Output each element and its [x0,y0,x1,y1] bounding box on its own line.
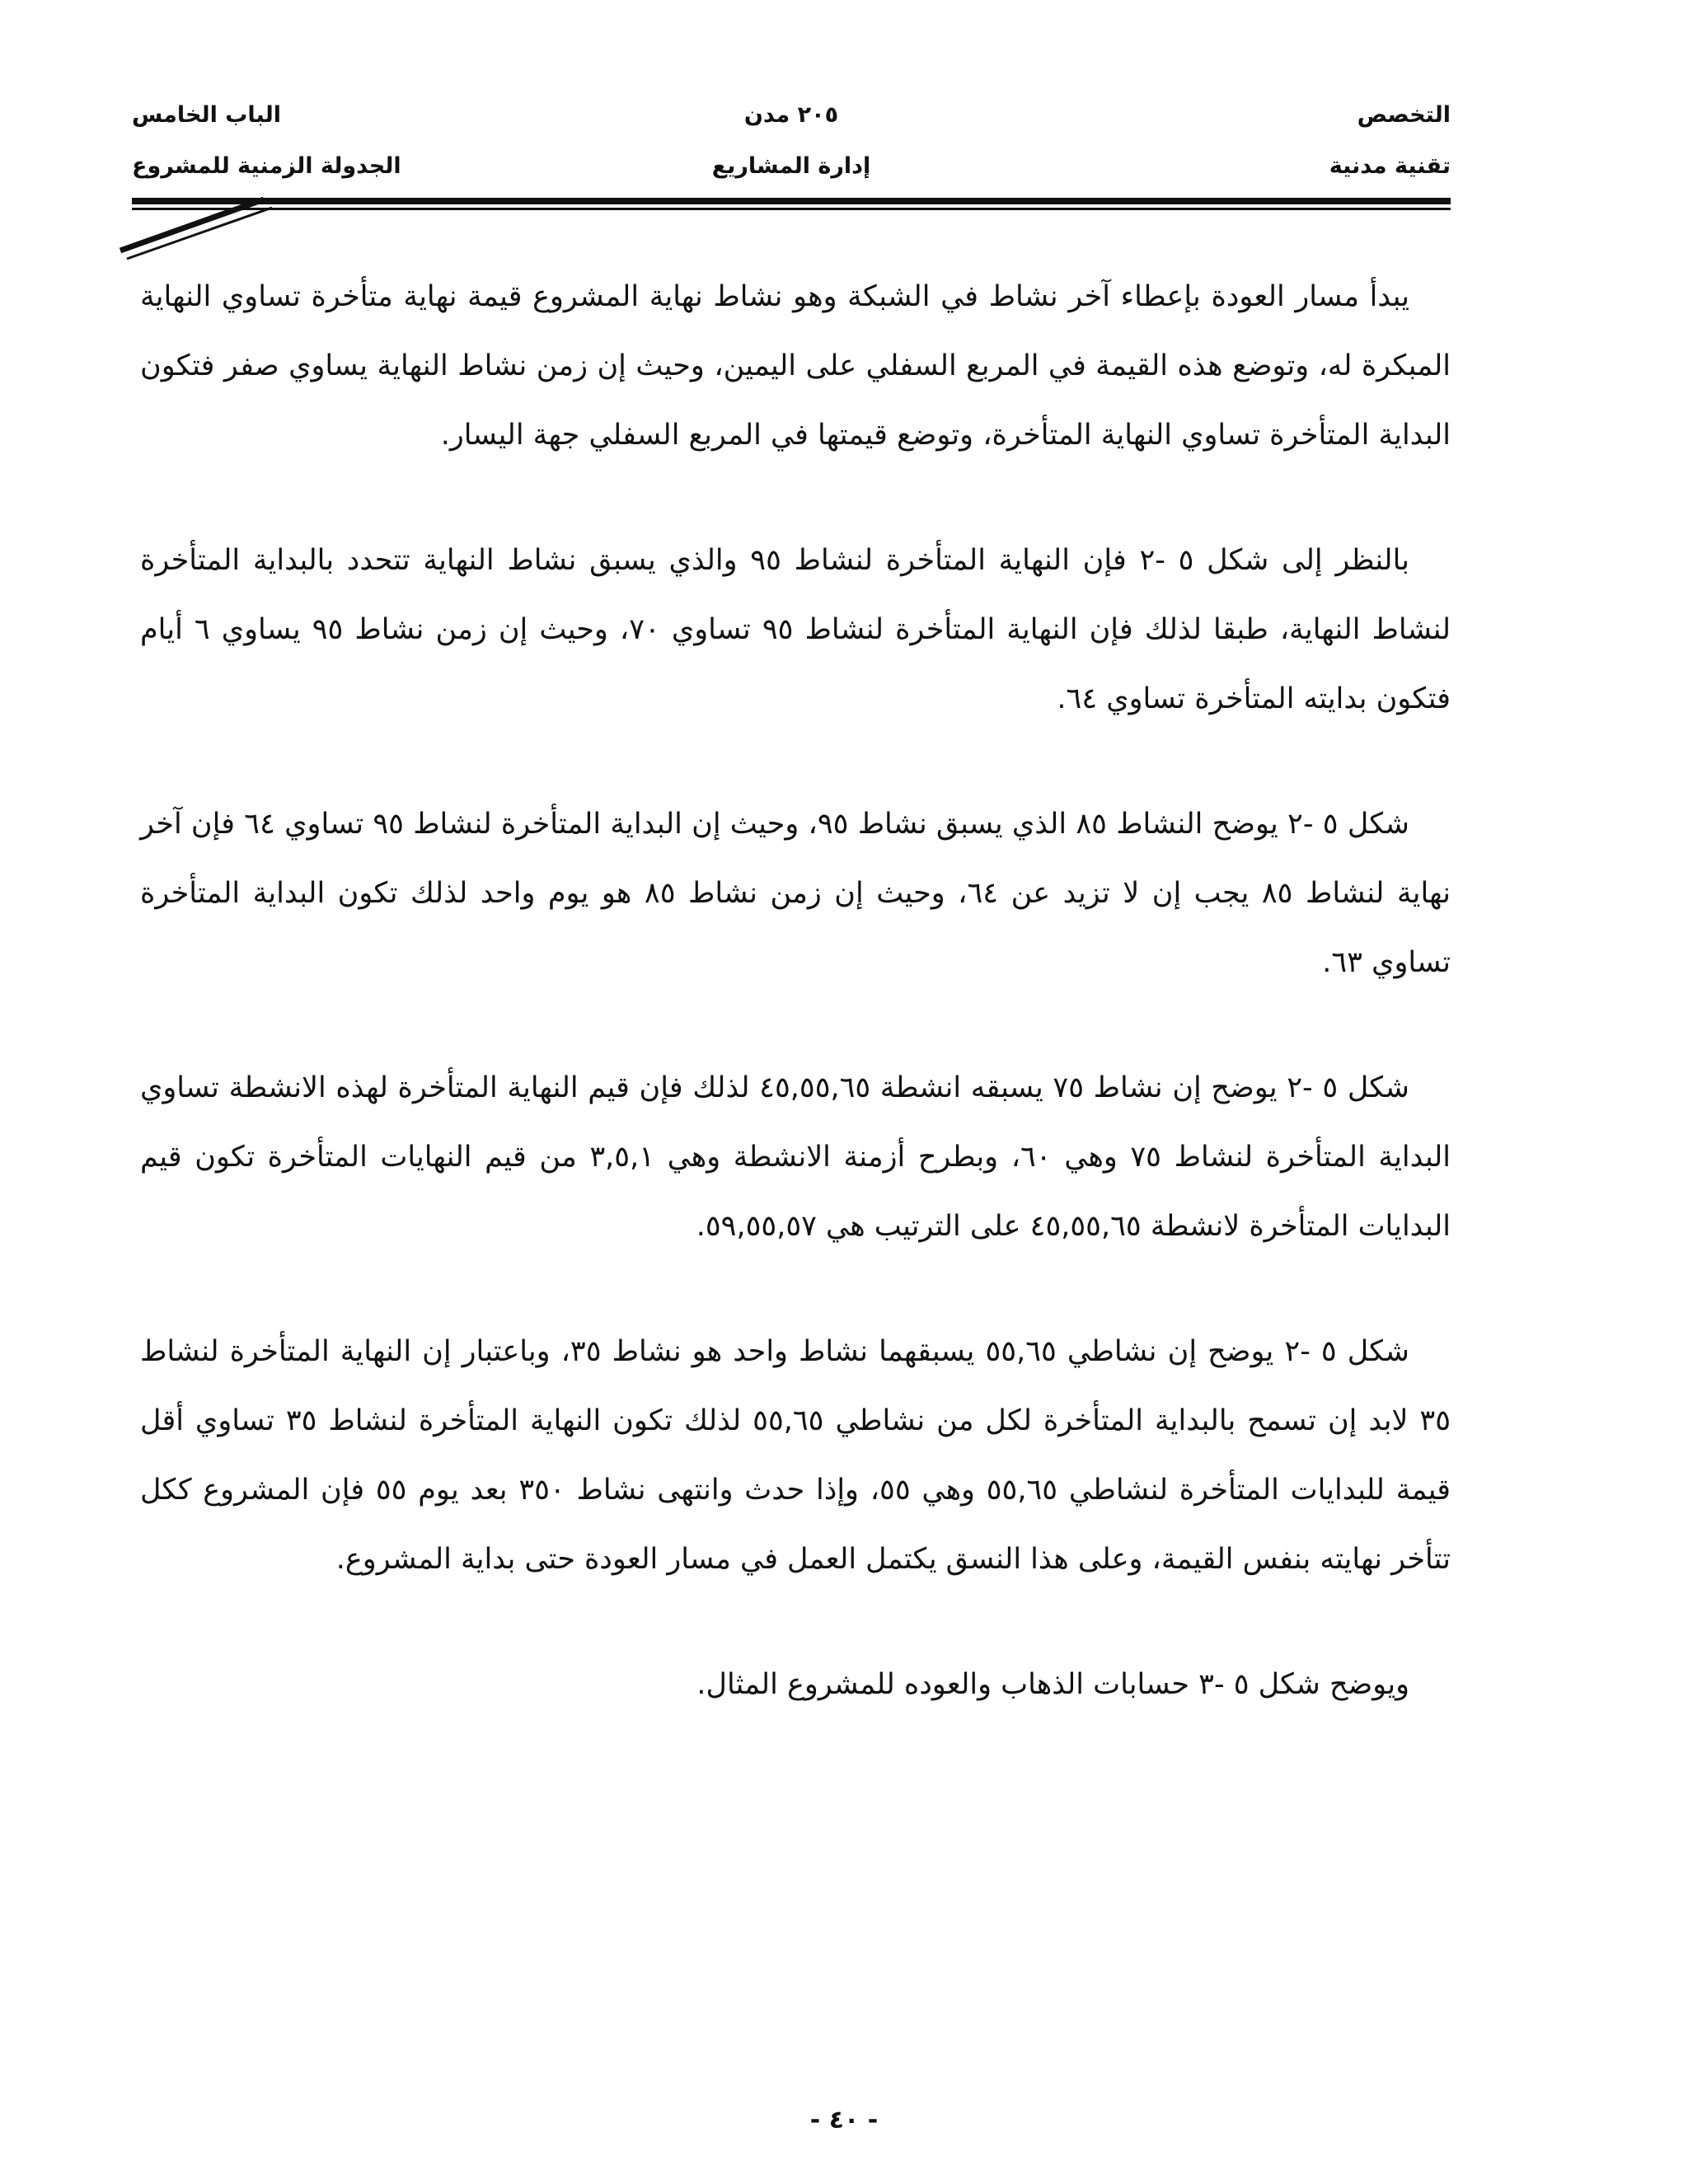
chapter-title: الجدولة الزمنية للمشروع [132,153,401,179]
body-text [140,262,1451,1775]
header-corner-flourish [115,194,280,260]
paragraph: شكل ٥ -٢ يوضح النشاط ٨٥ الذي يسبق نشاط ٩٥، وحيث إن البداية المتأخرة لنشاط ٩٥ تساوي ٦٤ فإن آخر نهاية لنشاط ٨٥ يجب إن لا تزيد عن ٦٤، وحيث إن زمن نشاط ٨٥ هو يوم واحد لذلك تكون البداية المتأخرة تساوي ٦٣. [140,808,1451,979]
paragraph: ويوضح شكل ٥ -٣ حسابات الذهاب والعوده للمشروع المثال. [696,1668,1409,1701]
header-chapter [132,101,560,181]
course-code: ٢٠٥ مدن [743,102,839,128]
page-header [132,101,1451,191]
paragraph: بالنظر إلى شكل ٥ -٢ فإن النهاية المتأخرة لنشاط ٩٥ والذي يسبق نشاط النهاية تتحدد بالبداية المتأخرة لنشاط النهاية، طبقا لذلك فإن النهاية المتأخرة لنشاط ٩٥ تساوي ٧٠، وحيث إن زمن نشاط ٩٥ يساوي ٦ أيام فتكون بدايته المتأخرة تساوي ٦٤. [140,544,1451,715]
chapter-label: الباب الخامس [132,102,281,128]
paragraph: شكل ٥ -٢ يوضح إن نشاطي ٥٥,٦٥ يسبقهما نشاط واحد هو نشاط ٣٥، وباعتبار إن النهاية المتأخرة لنشاط ٣٥ لابد إن تسمح بالبداية المتأخرة لكل من نشاطي ٥٥,٦٥ لذلك تكون النهاية المتأخرة لنشاط ٣٥ تساوي أقل قيمة للبدايات المتأخرة لنشاطي ٥٥,٦٥ وهي ٥٥، وإذا حدث وانتهى نشاط ٣٥٠ بعد يوم ٥٥ فإن المشروع ككل تتأخر نهايته بنفس القيمة، وعلى هذا النسق يكتمل العمل في مسار العودة حتى بداية المشروع. [140,1335,1451,1576]
header-specialty [1022,101,1451,181]
header-rule-thick [132,198,1451,204]
paragraph: يبدأ مسار العودة بإعطاء آخر نشاط في الشبكة وهو نشاط نهاية المشروع قيمة نهاية متأخرة تساوي النهاية المبكرة له، وتوضع هذه القيمة في المربع السفلي على اليمين، وحيث إن زمن نشاط النهاية يساوي صفر فتكون البداية المتأخرة تساوي النهاية المتأخرة، وتوضع قيمتها في المربع السفلي جهة اليسار. [140,280,1451,452]
paragraph: شكل ٥ -٢ يوضح إن نشاط ٧٥ يسبقه انشطة ٤٥,٥٥,٦٥ لذلك فإن قيم النهاية المتأخرة لهذه الانشطة تساوي البداية المتأخرة لنشاط ٧٥ وهي ٦٠، وبطرح أزمنة الانشطة وهي ٣,٥,١ من قيم النهايات المتأخرة تكون قيم البدايات المتأخرة لانشطة ٤٥,٥٥,٦٥ على الترتيب هي ٥٩,٥٥,٥٧. [140,1071,1451,1243]
header-course [577,101,1006,181]
specialty-label: التخصص [1357,102,1451,128]
specialty-value: تقنية مدنية [1329,153,1451,179]
course-name: إدارة المشاريع [711,153,871,179]
page-number: - ٤٠ - [809,2106,879,2135]
header-rule-thin [132,208,1451,210]
